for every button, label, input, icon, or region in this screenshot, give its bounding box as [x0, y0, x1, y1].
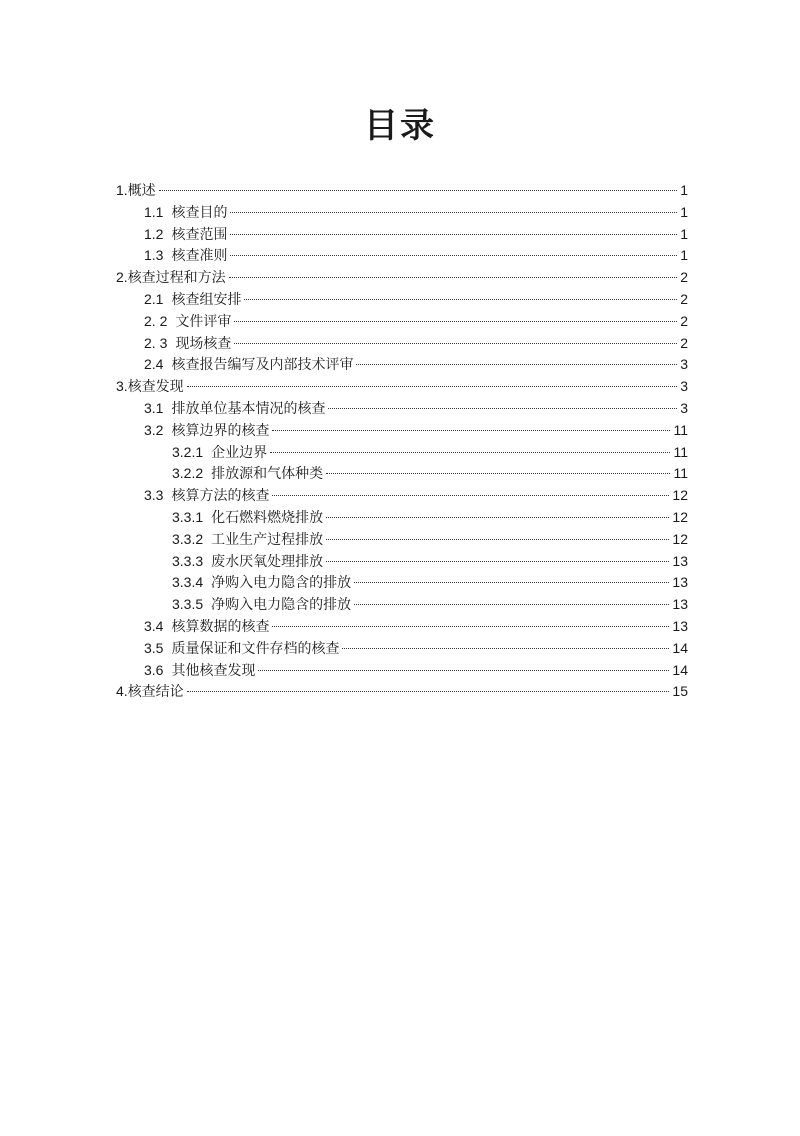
- toc-page-number: 11: [673, 421, 688, 438]
- toc-page-number: 2: [680, 290, 688, 307]
- toc-dot-leader: [272, 495, 669, 496]
- toc-entry-number: 3.3.2: [172, 530, 204, 547]
- toc-entry-number: 3.3.4: [172, 574, 204, 591]
- toc-page-number: 2: [680, 334, 688, 351]
- toc-entry-number: 2. 3: [144, 334, 168, 351]
- toc-entry[interactable]: [116, 485, 688, 507]
- toc-page-number: 1: [680, 203, 688, 220]
- toc-entry-number: 4.: [116, 683, 128, 700]
- toc-entry-title: 其他核查发现: [171, 662, 256, 679]
- toc-page-number: 13: [672, 617, 688, 634]
- toc-dot-leader: [354, 604, 669, 605]
- toc-entry-number: 2.4: [144, 356, 164, 373]
- toc-entry[interactable]: [116, 180, 688, 202]
- toc-dot-leader: [159, 190, 677, 191]
- toc-page-number: 11: [673, 443, 688, 460]
- toc-entry-title: 排放单位基本情况的核查: [171, 400, 326, 417]
- toc-entry-title: 概述: [127, 183, 156, 199]
- toc-dot-leader: [234, 321, 677, 322]
- toc-entry[interactable]: [116, 638, 688, 660]
- toc-page-number: 14: [672, 639, 688, 656]
- toc-page-number: 13: [672, 552, 688, 569]
- toc-page-number: 3: [680, 356, 688, 373]
- page-title: 目录: [364, 106, 436, 146]
- toc-page-number: 13: [672, 574, 688, 591]
- toc-page-number: 15: [672, 683, 688, 700]
- toc-entry[interactable]: [116, 267, 688, 289]
- toc-dot-leader: [326, 561, 669, 562]
- toc-entry[interactable]: [116, 507, 688, 529]
- toc-dot-leader: [270, 452, 670, 453]
- toc-entry-title: 文件评审: [175, 313, 232, 330]
- toc-entry-number: 3.2.1: [172, 443, 204, 460]
- toc-entry-number: 3.: [116, 378, 128, 395]
- toc-dot-leader: [326, 473, 670, 474]
- toc-entry[interactable]: [116, 420, 688, 442]
- toc-entry-number: 3.3.3: [172, 552, 204, 569]
- toc-entry-title: 核查报告编写及内部技术评审: [171, 357, 354, 374]
- toc-entry-title: 排放源和气体种类: [211, 466, 324, 483]
- toc-entry-number: 2.: [116, 269, 128, 286]
- toc-dot-leader: [328, 408, 677, 409]
- toc-entry-number: 3.2.2: [172, 465, 204, 482]
- toc-dot-leader: [230, 255, 677, 256]
- toc-entry-number: 3.3.5: [172, 596, 204, 613]
- toc-dot-leader: [272, 626, 669, 627]
- toc-entry[interactable]: [116, 245, 688, 267]
- toc-entry-title: 化石燃料燃烧排放: [211, 509, 324, 526]
- toc-entry-number: 1.3: [144, 247, 164, 264]
- toc-dot-leader: [272, 430, 670, 431]
- toc-entry-number: 2. 2: [144, 312, 168, 329]
- toc-entry[interactable]: [116, 311, 688, 333]
- toc-entry[interactable]: [116, 398, 688, 420]
- toc-entry[interactable]: [116, 333, 688, 355]
- toc-entry-title: 核查准则: [171, 248, 228, 265]
- toc-page-number: 12: [672, 530, 688, 547]
- toc-entry-title: 净购入电力隐含的排放: [211, 597, 352, 614]
- toc-entry[interactable]: [116, 224, 688, 246]
- toc-page-number: 1: [680, 247, 688, 264]
- toc-page-number: 14: [672, 661, 688, 678]
- toc-entry-number: 1.: [116, 182, 128, 198]
- toc-dot-leader: [234, 343, 677, 344]
- toc-entry-number: 3.6: [144, 661, 164, 678]
- toc-dot-leader: [356, 364, 677, 365]
- toc-dot-leader: [244, 299, 677, 300]
- toc-entry[interactable]: [116, 616, 688, 638]
- toc-entry[interactable]: [116, 463, 688, 485]
- toc-entry-number: 3.4: [144, 617, 164, 634]
- toc-entry-title: 废水厌氧处理排放: [211, 553, 324, 570]
- toc-entry[interactable]: [116, 594, 688, 616]
- toc-dot-leader: [230, 212, 677, 213]
- toc-entry-number: 3.1: [144, 399, 164, 416]
- toc-entry-title: 核查过程和方法: [127, 270, 226, 287]
- toc-entry-title: 核查组安排: [171, 291, 242, 308]
- toc-entry-title: 核查结论: [127, 684, 184, 701]
- toc-page-number: 3: [680, 378, 688, 395]
- toc-page-number: 13: [672, 596, 688, 613]
- toc-entry-title: 工业生产过程排放: [211, 531, 324, 548]
- toc-entry-title: 核算边界的核查: [171, 422, 270, 439]
- toc-entry[interactable]: [116, 354, 688, 376]
- toc-dot-leader: [229, 277, 677, 278]
- table-of-contents: [116, 180, 688, 703]
- toc-dot-leader: [258, 670, 669, 671]
- toc-entry[interactable]: [116, 551, 688, 573]
- toc-dot-leader: [187, 691, 670, 692]
- toc-page-number: 11: [673, 465, 688, 482]
- toc-entry-title: 核算数据的核查: [171, 618, 270, 635]
- toc-entry[interactable]: [116, 376, 688, 398]
- toc-entry-title: 核查范围: [171, 226, 228, 243]
- toc-page-number: 3: [680, 399, 688, 416]
- toc-page-number: 12: [672, 508, 688, 525]
- toc-dot-leader: [342, 648, 669, 649]
- toc-dot-leader: [326, 539, 669, 540]
- toc-entry-number: 2.1: [144, 290, 164, 307]
- toc-entry[interactable]: [116, 202, 688, 224]
- toc-entry-title: 核算方法的核查: [171, 488, 270, 505]
- toc-entry-number: 3.3: [144, 487, 164, 504]
- toc-entry[interactable]: [116, 442, 688, 464]
- toc-dot-leader: [187, 386, 677, 387]
- toc-page-number: 2: [680, 312, 688, 329]
- toc-entry-number: 3.2: [144, 421, 164, 438]
- toc-entry-title: 质量保证和文件存档的核查: [171, 640, 340, 657]
- toc-page-number: 2: [680, 269, 688, 286]
- toc-entry[interactable]: [116, 529, 688, 551]
- toc-entry-title: 现场核查: [175, 335, 232, 352]
- toc-page-number: 1: [680, 182, 688, 198]
- toc-entry-title: 核查发现: [127, 379, 184, 396]
- toc-dot-leader: [230, 234, 677, 235]
- toc-entry[interactable]: [116, 681, 688, 703]
- toc-page-number: 1: [680, 225, 688, 242]
- toc-page-number: 12: [672, 487, 688, 504]
- toc-entry-number: 3.3.1: [172, 508, 204, 525]
- toc-entry-number: 1.2: [144, 225, 164, 242]
- toc-entry-title: 净购入电力隐含的排放: [211, 575, 352, 592]
- toc-entry[interactable]: [116, 572, 688, 594]
- toc-dot-leader: [354, 582, 669, 583]
- toc-entry-title: 核查目的: [171, 204, 228, 221]
- toc-entry-title: 企业边界: [211, 444, 268, 461]
- toc-dot-leader: [326, 517, 669, 518]
- toc-entry-number: 1.1: [144, 203, 164, 220]
- toc-entry[interactable]: [116, 289, 688, 311]
- toc-entry[interactable]: [116, 660, 688, 682]
- toc-entry-number: 3.5: [144, 639, 164, 656]
